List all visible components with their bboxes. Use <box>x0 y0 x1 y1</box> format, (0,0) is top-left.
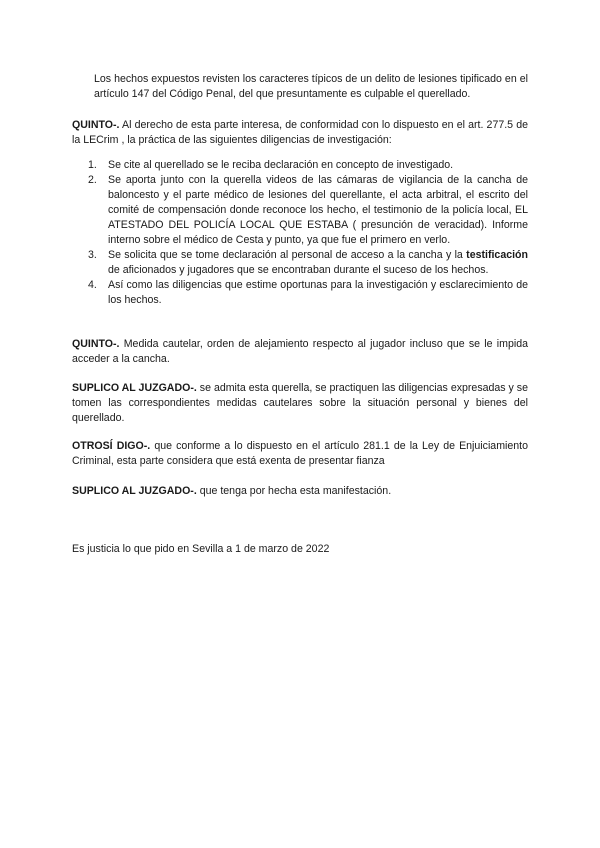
list-item <box>72 248 528 278</box>
otrosi-heading: OTROSÍ DIGO-. <box>72 440 151 452</box>
list-item-text <box>108 249 528 276</box>
suplico-text: que tenga por hecha esta manifestación. <box>196 485 392 497</box>
list-item-number: 3. <box>88 249 97 261</box>
list-item-number: 2. <box>88 174 97 186</box>
list-item-text: Así como las diligencias que estime oportunas para la investigación y esclarecimiento de los hechos. <box>108 279 528 306</box>
list-item <box>72 173 528 248</box>
suplico-paragraph <box>72 381 528 426</box>
suplico-manifestacion-paragraph <box>72 484 528 499</box>
quinto-heading: QUINTO-. <box>72 338 120 350</box>
otrosi-text: que conforme a lo dispuesto en el artículo 281.1 de la Ley de Enjuiciamiento Criminal, esta parte considera que está exenta de presentar fianza <box>72 440 528 467</box>
list-item-number: 4. <box>88 279 97 291</box>
quinto-medida-cautelar-paragraph <box>72 337 528 367</box>
quinto-diligencias-paragraph <box>72 118 528 148</box>
list-item <box>72 158 528 173</box>
otrosi-digo-paragraph <box>72 439 528 469</box>
list-item <box>72 278 528 308</box>
suplico-heading: SUPLICO AL JUZGADO-. <box>72 485 197 497</box>
quinto-text: Al derecho de esta parte interesa, de conformidad con lo dispuesto en el art. 277.5 de la LECrim , la práctica de las siguientes diligencias de investigación: <box>72 119 528 146</box>
suplico-heading: SUPLICO AL JUZGADO-. <box>72 382 197 394</box>
list-item-text-after: de aficionados y jugadores que se encontraban durante el suceso de los hechos. <box>108 264 489 276</box>
intro-paragraph: Los hechos expuestos revisten los caracteres típicos de un delito de lesiones tipificado en el artículo 147 del Código Penal, del que presuntamente es culpable el querellado. <box>94 73 528 100</box>
list-item-text: Se aporta junto con la querella videos de las cámaras de vigilancia de la cancha de baloncesto y el parte médico de lesiones del querellante, el acta arbitral, el escrito del comité de compensación donde reconoce los hecho, el testimonio de la policía local, EL ATESTADO DEL POLICÍA LOCAL QUE ESTABA ( presunción de veracidad). Informe interno sobre el médico de Cesta y punto, ya que fue el primero en verlo. <box>108 174 528 246</box>
suplico-text: se admita esta querella, se practiquen las diligencias expresadas y se tomen las correspondientes medidas cautelares sobre la situación personal y bienes del querellado. <box>72 382 528 424</box>
quinto-heading: QUINTO-. <box>72 119 120 131</box>
list-item-text-before: Se solicita que se tome declaración al personal de acceso a la cancha y la <box>108 249 467 261</box>
quinto-text: Medida cautelar, orden de alejamiento respecto al jugador incluso que se le impida acceder a la cancha. <box>72 338 528 365</box>
diligencias-list <box>72 158 528 308</box>
list-item-number: 1. <box>88 159 97 171</box>
list-item-text: Se cite al querellado se le reciba declaración en concepto de investigado. <box>108 159 454 171</box>
closing-signature-line: Es justicia lo que pido en Sevilla a 1 de marzo de 2022 <box>72 543 330 555</box>
testificacion-bold: testificación <box>466 249 528 261</box>
